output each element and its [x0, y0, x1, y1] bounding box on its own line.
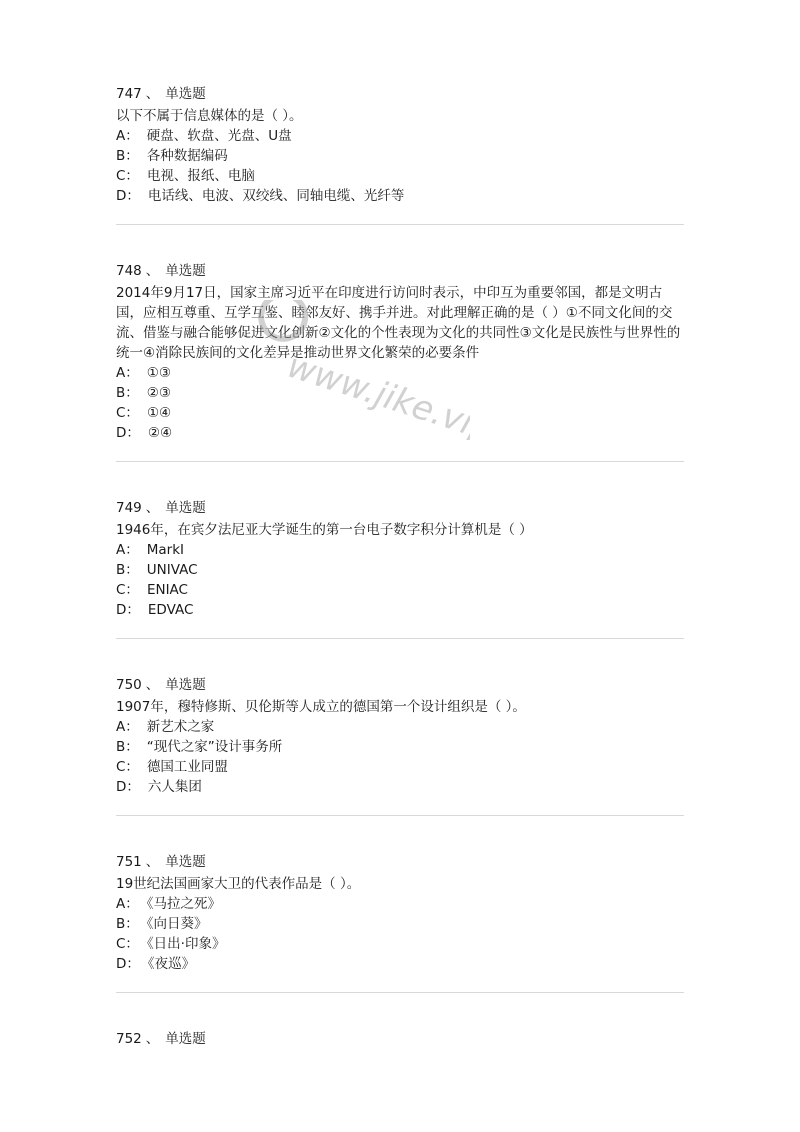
question-block	[116, 675, 684, 797]
option-letter: C：	[116, 405, 139, 421]
option-text: ②④	[147, 425, 173, 441]
question-type-label: 单选题	[165, 854, 206, 870]
option-text: 电视、报纸、电脑	[146, 168, 255, 184]
question-divider	[116, 992, 684, 993]
question-stem: 1907年，穆特修斯、贝伦斯等人成立的德国第一个设计组织是（ ）。	[116, 699, 526, 715]
question-block	[116, 84, 684, 206]
question-header	[116, 675, 684, 695]
option-letter: C：	[116, 582, 139, 598]
answer-option	[116, 363, 684, 383]
option-letter: C：	[116, 936, 139, 952]
option-text: 德国工业同盟	[146, 759, 228, 775]
question-type-label: 单选题	[165, 86, 206, 102]
answer-option	[116, 777, 684, 797]
question-number: 748	[116, 263, 142, 279]
option-letter: D：	[116, 956, 140, 972]
question-block	[116, 261, 684, 443]
question-divider	[116, 815, 684, 816]
option-letter: A：	[116, 365, 139, 381]
question-block	[116, 852, 684, 974]
answer-option	[116, 894, 684, 914]
question-number-separator: 、	[145, 1031, 160, 1047]
option-text: 《夜巡》	[147, 956, 196, 972]
answer-option	[116, 934, 684, 954]
question-header	[116, 84, 684, 104]
option-letter: C：	[116, 759, 139, 775]
question-number: 750	[116, 677, 142, 693]
watermark-text: www.jike.vip	[282, 345, 470, 440]
question-list	[116, 84, 684, 1049]
option-letter: B：	[116, 385, 139, 401]
option-letter: D：	[116, 188, 140, 204]
option-letter: D：	[116, 425, 140, 441]
option-text: 《向日葵》	[146, 916, 208, 932]
option-text: UNIVAC	[146, 562, 198, 578]
answer-option	[116, 914, 684, 934]
question-block	[116, 498, 684, 620]
option-letter: A：	[116, 719, 139, 735]
option-text: “现代之家”设计事务所	[146, 739, 283, 755]
option-text: ②③	[146, 385, 171, 401]
option-letter: A：	[116, 128, 139, 144]
option-text: 《日出·印象》	[146, 936, 226, 952]
answer-option	[116, 737, 684, 757]
question-block	[116, 1029, 684, 1049]
question-number-separator: 、	[145, 854, 160, 870]
option-text: 各种数据编码	[146, 148, 228, 164]
option-letter: B：	[116, 562, 139, 578]
question-stem: 1946年，在宾夕法尼亚大学诞生的第一台电子数字积分计算机是（ ）	[116, 522, 533, 538]
question-type-label: 单选题	[165, 677, 206, 693]
question-number: 751	[116, 854, 142, 870]
option-letter: A：	[116, 542, 139, 558]
answer-option	[116, 717, 684, 737]
option-text: EDVAC	[147, 602, 194, 618]
answer-option	[116, 146, 684, 166]
option-text: 六人集团	[147, 779, 202, 795]
question-stem: 19世纪法国画家大卫的代表作品是（ ）。	[116, 876, 361, 892]
answer-option	[116, 423, 684, 443]
option-text: ①④	[146, 405, 172, 421]
question-header	[116, 1029, 684, 1049]
option-letter: B：	[116, 916, 139, 932]
question-header	[116, 498, 684, 518]
question-divider	[116, 461, 684, 462]
question-number-separator: 、	[145, 86, 160, 102]
option-text: 《马拉之死》	[146, 896, 221, 912]
question-number: 752	[116, 1031, 142, 1047]
question-number-separator: 、	[145, 263, 160, 279]
option-text: 硬盘、软盘、光盘、U盘	[146, 128, 292, 144]
option-text: ①③	[146, 365, 171, 381]
option-letter: D：	[116, 779, 140, 795]
question-type-label: 单选题	[165, 1031, 206, 1047]
answer-option	[116, 540, 684, 560]
question-type-label: 单选题	[165, 263, 206, 279]
option-letter: A：	[116, 896, 139, 912]
answer-option	[116, 403, 684, 423]
option-text: MarkI	[146, 542, 185, 558]
question-header	[116, 261, 684, 281]
answer-option	[116, 580, 684, 600]
answer-option	[116, 757, 684, 777]
question-divider	[116, 224, 684, 225]
option-letter: D：	[116, 602, 140, 618]
question-number: 749	[116, 500, 142, 516]
option-text: ENIAC	[146, 582, 188, 598]
question-stem: 2014年9月17日，国家主席习近平在印度进行访问时表示，中印互为重要邻国，都是文明古国，应相互尊重、互学互鉴、睦邻友好、携手并进。对此理解正确的是（ ）①不同文化间的交流、借鉴与融合能够促进文化创新②文化的个性表现为文化的共同性③文化是民族性与世界性的统一④消除民族间的文化差异是推动世界文化繁荣的必要条件	[116, 285, 681, 361]
option-letter: C：	[116, 168, 139, 184]
answer-option	[116, 186, 684, 206]
answer-option	[116, 126, 684, 146]
answer-option	[116, 383, 684, 403]
answer-option	[116, 600, 684, 620]
question-number-separator: 、	[145, 677, 160, 693]
option-text: 新艺术之家	[146, 719, 215, 735]
answer-option	[116, 166, 684, 186]
option-letter: B：	[116, 739, 139, 755]
question-divider	[116, 638, 684, 639]
question-stem: 以下不属于信息媒体的是（ ）。	[116, 108, 303, 124]
option-text: 电话线、电波、双绞线、同轴电缆、光纤等	[147, 188, 405, 204]
question-header	[116, 852, 684, 872]
answer-option	[116, 954, 684, 974]
answer-option	[116, 560, 684, 580]
question-type-label: 单选题	[165, 500, 206, 516]
question-number-separator: 、	[145, 500, 160, 516]
option-letter: B：	[116, 148, 139, 164]
question-number: 747	[116, 86, 142, 102]
